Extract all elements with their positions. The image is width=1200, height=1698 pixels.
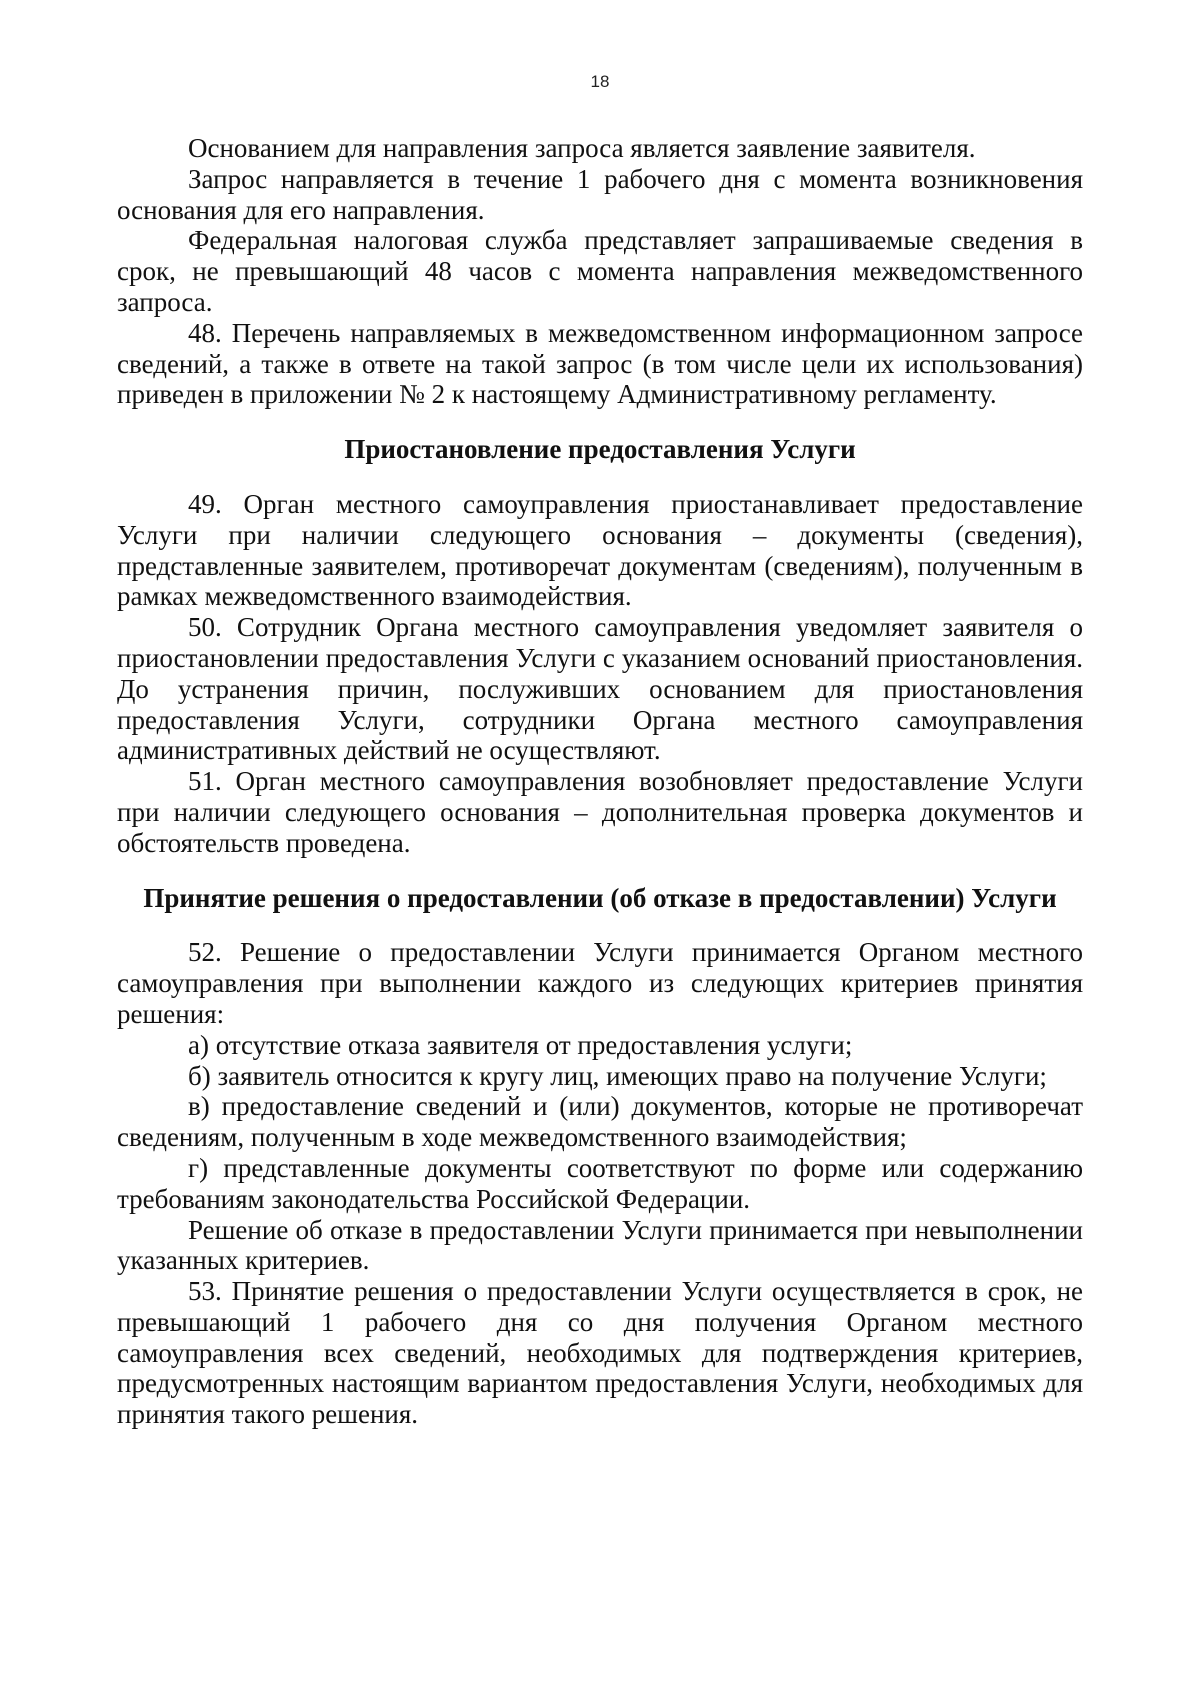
- criterion-g: г) представленные документы соответствуют по форме или содержанию требованиям законодательства Российской Федерации.: [117, 1152, 1083, 1214]
- criterion-v: в) предоставление сведений и (или) документов, которые не противоречат сведениям, полученным в ходе межведомственного взаимодействия;: [117, 1091, 1083, 1153]
- page-number: 18: [590, 72, 610, 91]
- heading-suspension: Приостановление предоставления Услуги: [344, 434, 856, 465]
- criterion-b: б) заявитель относится к кругу лиц, имеющих право на получение Услуги;: [188, 1060, 1047, 1091]
- paragraph-48: 48. Перечень направляемых в межведомственном информационном запросе сведений, а также в ответе на такой запрос (в том числе цели их использования) приведен в приложении № 2 к настоящему Административному регламенту.: [117, 317, 1083, 410]
- paragraph-request-basis: Основанием для направления запроса является заявление заявителя.: [188, 133, 976, 163]
- paragraph-51: 51. Орган местного самоуправления возобновляет предоставление Услуги при наличии следующего основания – дополнительная проверка документов и обстоятельств проведена.: [117, 766, 1083, 858]
- document-body: [117, 133, 1083, 1430]
- paragraph-request-timing: Запрос направляется в течение 1 рабочего дня с момента возникновения основания для его направления.: [117, 163, 1083, 225]
- paragraph-52: 52. Решение о предоставлении Услуги принимается Органом местного самоуправления при выполнении каждого из следующих критериев принятия решения:: [117, 937, 1083, 1029]
- paragraph-50: 50. Сотрудник Органа местного самоуправления уведомляет заявителя о приостановлении предоставления Услуги с указанием оснований приостановления. До устранения причин, послуживших основанием для приостановления предоставления Услуги, сотрудники Органа местного самоуправления административных действий не осуществляют.: [117, 612, 1083, 766]
- criterion-a: а) отсутствие отказа заявителя от предоставления услуги;: [188, 1029, 853, 1060]
- paragraph-refusal-decision: Решение об отказе в предоставлении Услуги принимается при невыполнении указанных критериев.: [117, 1214, 1083, 1276]
- paragraph-53: 53. Принятие решения о предоставлении Услуги осуществляется в срок, не превышающий 1 рабочего дня со дня получения Органом местного самоуправления всех сведений, необходимых для подтверждения критериев, предусмотренных настоящим вариантом предоставления Услуги, необходимых для принятия такого решения.: [117, 1276, 1083, 1430]
- paragraph-49: 49. Орган местного самоуправления приостанавливает предоставление Услуги при наличии следующего основания – документы (сведения), представленные заявителем, противоречат документам (сведениям), полученным в рамках межведомственного взаимодействия.: [117, 488, 1083, 612]
- heading-decision: Принятие решения о предоставлении (об отказе в предоставлении) Услуги: [143, 882, 1057, 913]
- paragraph-tax-service-response: Федеральная налоговая служба представляет запрашиваемые сведения в срок, не превышающий 48 часов с момента направления межведомственного запроса.: [117, 225, 1083, 317]
